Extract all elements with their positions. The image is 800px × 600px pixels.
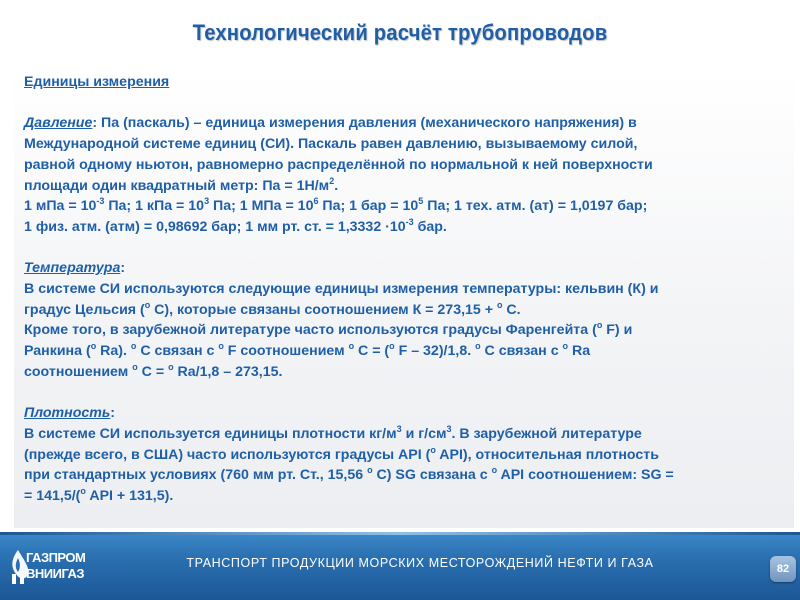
- superscript: o: [596, 320, 603, 331]
- superscript: o: [389, 341, 395, 352]
- superscript: o: [144, 299, 151, 310]
- text-run: Ra).: [96, 343, 131, 360]
- superscript: 5: [418, 196, 424, 207]
- slide-title: Технологический расчёт трубопроводов: [192, 20, 608, 45]
- text-run: соотношением: [24, 363, 133, 380]
- temperature-heading: [24, 258, 784, 279]
- text-run: С =: [137, 363, 169, 380]
- text-run: . В зарубежной литературе: [451, 425, 642, 442]
- units-heading: Единицы измерения: [24, 74, 170, 90]
- text-run: Кроме того, в зарубежной литературе часто используются градусы Фаренгейта (: [24, 322, 597, 339]
- superscript: o: [475, 341, 481, 352]
- text-run: Па; 1 МПа = 10: [209, 198, 314, 215]
- temperature-term: Температура: [24, 260, 121, 277]
- text-run: В системе СИ используется единицы плотности кг/м: [24, 425, 397, 442]
- superscript: 2: [329, 175, 335, 186]
- page-number: 82: [770, 556, 796, 582]
- text-run: F соотношением: [223, 343, 349, 360]
- pressure-line-2: Международной системе единиц (СИ). Паскаль равен давлению, вызываемому силой,: [24, 136, 638, 153]
- temperature-line-3: [24, 320, 784, 341]
- pressure-line-3: равной одному ньютон, равномерно распределённой по нормальной к ней поверхности: [24, 156, 653, 173]
- superscript: 3: [396, 423, 402, 434]
- superscript: 3: [204, 196, 210, 207]
- text-run: С), которые связаны соотношением К = 273,15 +: [150, 301, 497, 318]
- superscript: -3: [96, 196, 105, 207]
- temperature-line-4: [24, 341, 784, 362]
- text-run: Па; 1 бар = 10: [318, 198, 419, 215]
- text-run: градус Цельсия (: [24, 301, 145, 318]
- logo-line-2: ВНИИГАЗ: [26, 566, 85, 581]
- text-run: Па; 1 кПа = 10: [104, 198, 205, 215]
- pressure-line-4: [24, 176, 784, 197]
- superscript: o: [496, 299, 503, 310]
- text-run: Ra: [568, 343, 591, 360]
- text-run: 1 мПа = 10: [24, 198, 97, 215]
- superscript: o: [348, 341, 355, 352]
- pressure-line-6: [24, 217, 784, 238]
- footer-caption: ТРАНСПОРТ ПРОДУКЦИИ МОРСКИХ МЕСТОРОЖДЕНИЙ НЕФТИ И ГАЗА: [186, 556, 654, 570]
- text-run: С связан с: [136, 343, 219, 360]
- pressure-text-4: площади один квадратный метр: Па = 1Н/м: [24, 177, 330, 194]
- text-run: С) SG связана с: [372, 467, 492, 484]
- density-line-1: [24, 424, 784, 445]
- text-run: при стандартных условиях (760 мм рт. Ст., 15,56: [24, 467, 368, 484]
- slide-body: [24, 72, 784, 507]
- text-run: Ранкина (: [24, 343, 91, 360]
- superscript: o: [90, 341, 97, 352]
- superscript: o: [367, 465, 373, 476]
- text-run: С связан с: [480, 343, 563, 360]
- colon: :: [120, 260, 126, 277]
- text-run: Ra/1,8 – 273,15.: [173, 363, 283, 380]
- text-run: API соотношением: SG =: [497, 467, 674, 484]
- text-run: = 141,5/(: [24, 488, 81, 505]
- period: .: [334, 177, 339, 194]
- superscript: 3: [446, 423, 452, 434]
- superscript: o: [132, 361, 138, 372]
- pressure-term: Давление: [24, 115, 93, 132]
- temperature-line-2: [24, 300, 784, 321]
- temperature-line-5: [24, 362, 784, 383]
- density-term: Плотность: [24, 405, 111, 422]
- colon: :: [110, 405, 116, 422]
- text-run: С = (: [354, 343, 390, 360]
- pressure-line-1: [24, 113, 784, 134]
- text-run: F – 32)/1,8.: [394, 343, 476, 360]
- text-run: 1 физ. атм. (атм) = 0,98692 бар; 1 мм рт. ст. = 1,3332 ·10: [24, 218, 406, 235]
- density-line-3: [24, 465, 784, 486]
- text-run: F) и: [602, 322, 633, 339]
- superscript: o: [430, 444, 436, 455]
- text-run: (прежде всего, в США) часто используются градусы API (: [24, 446, 431, 463]
- density-heading: [24, 403, 784, 424]
- text-run: и г/см: [401, 425, 447, 442]
- superscript: -3: [405, 216, 414, 227]
- density-line-4: [24, 486, 784, 507]
- text-run: API), относительная плотность: [435, 446, 659, 463]
- density-line-2: [24, 445, 784, 466]
- footer-divider: [0, 532, 800, 535]
- superscript: 6: [313, 196, 319, 207]
- logo-line-1: ГАЗПРОМ: [26, 550, 86, 565]
- superscript: o: [218, 341, 224, 352]
- superscript: o: [80, 486, 86, 497]
- text-run: С.: [502, 301, 521, 318]
- text-run: Па; 1 тех. атм. (ат) = 1,0197 бар;: [423, 198, 648, 215]
- superscript: o: [168, 361, 174, 372]
- pressure-line-5: [24, 196, 784, 217]
- superscript: o: [491, 465, 498, 476]
- superscript: o: [562, 341, 569, 352]
- pressure-text-1: : Па (паскаль) – единица измерения давления (механического напряжения) в: [92, 115, 637, 132]
- superscript: o: [130, 341, 137, 352]
- text-run: бар.: [413, 218, 447, 235]
- text-run: API + 131,5).: [85, 488, 174, 505]
- temperature-line-1: В системе СИ используются следующие единицы измерения температуры: кельвин (К) и: [24, 281, 659, 297]
